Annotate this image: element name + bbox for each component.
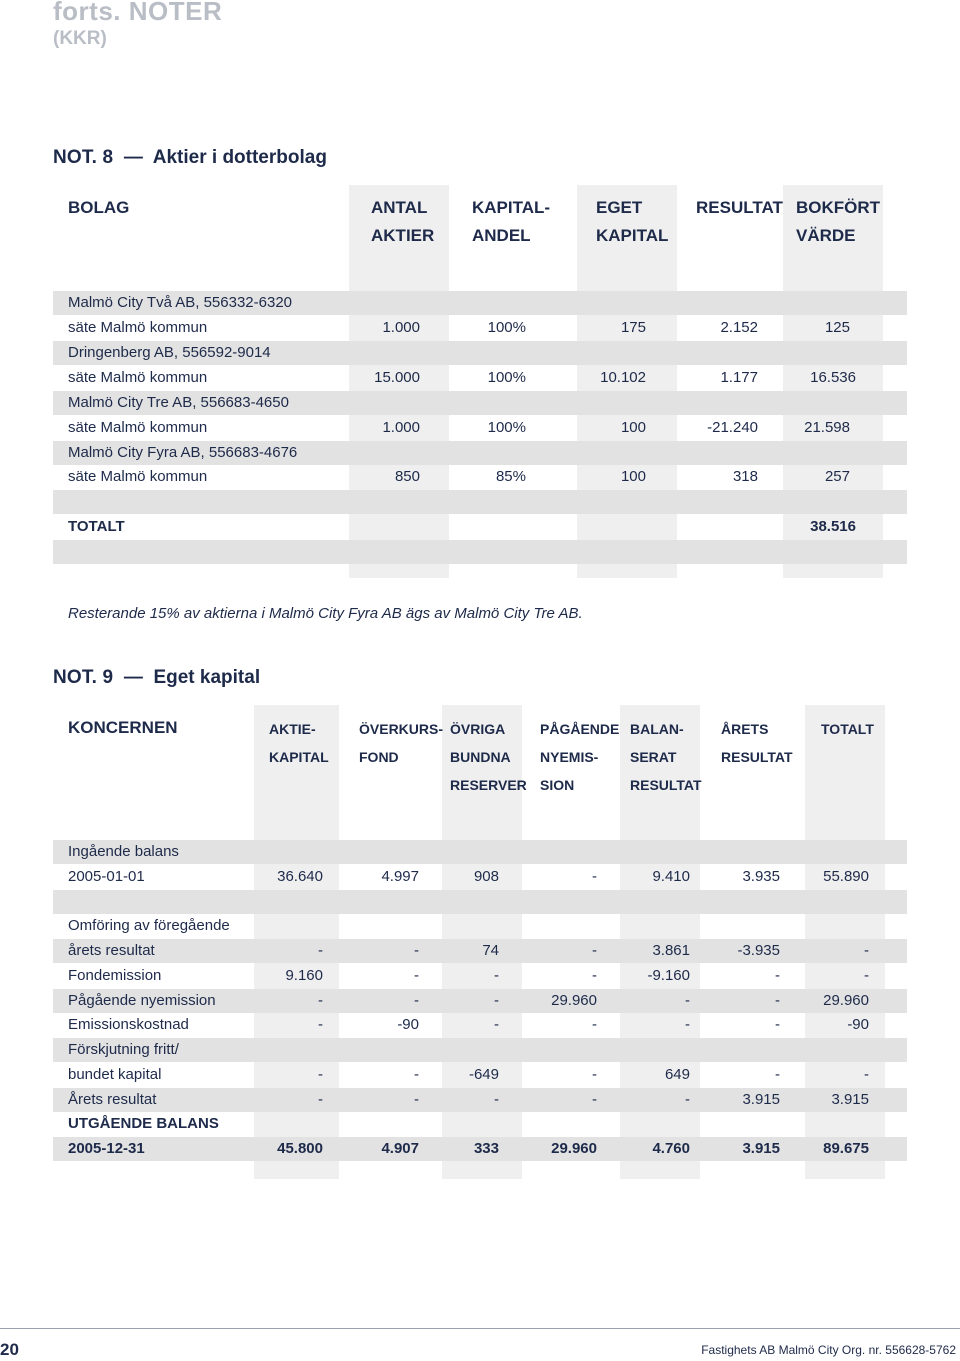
note8-footnote: Resterande 15% av aktierna i Malmö City Fyra AB ägs av Malmö City Tre AB. <box>68 605 583 622</box>
value-overkursfond: - <box>414 942 419 959</box>
value-overkursfond: - <box>414 1066 419 1083</box>
note8-row-shade-6 <box>53 540 907 564</box>
note9-row-shade-2 <box>53 890 907 914</box>
note8-header-eget-kapital: EGET KAPITAL <box>596 198 669 245</box>
note8-title-number: NOT. 8 <box>53 147 114 168</box>
value-ovriga-reserver: - <box>494 992 499 1009</box>
note8-header-bokfort-varde: BOKFÖRT VÄRDE <box>796 198 881 245</box>
value-arets-resultat: - <box>775 1066 780 1083</box>
note8-title-dash: — <box>118 147 149 168</box>
kapitalandel: 85% <box>495 468 526 485</box>
note8-total-value: 38.516 <box>810 518 856 535</box>
row-label: årets resultat <box>68 942 155 959</box>
note9-header-aktiekapital: AKTIE- KAPITAL <box>269 721 329 765</box>
note9-row-shade-5 <box>53 1038 907 1062</box>
row-label: Fondemission <box>68 967 162 984</box>
note9-label-utgaende: UTGÅENDE BALANS <box>68 1115 219 1132</box>
value-aktiekapital: - <box>318 1016 323 1033</box>
eget-kapital: 100 <box>620 468 646 485</box>
eget-kapital: 100 <box>620 419 646 436</box>
note8-title-text: Aktier i dotterbolag <box>152 147 327 168</box>
note9-row-shade-1 <box>53 840 907 864</box>
note9-label-forskjutning: Förskjutning fritt/ <box>68 1041 179 1058</box>
kapitalandel: 100% <box>487 369 526 386</box>
value-ovriga-reserver: 908 <box>473 868 499 885</box>
resultat: 1.177 <box>720 369 758 386</box>
value-aktiekapital: 9.160 <box>285 967 323 984</box>
note9-header-overkursfond: ÖVERKURS- FOND <box>359 721 444 765</box>
value-arets-resultat: 3.935 <box>742 868 780 885</box>
company-seat: säte Malmö kommun <box>68 319 208 336</box>
note9-title-number: NOT. 9 <box>53 667 114 688</box>
page-header-subtitle: (KKR) <box>53 28 107 49</box>
note9-title-text: Eget kapital <box>153 667 261 688</box>
value-totalt: - <box>864 942 869 959</box>
value-balanserat: -9.160 <box>647 967 690 984</box>
value-aktiekapital: - <box>318 1091 323 1108</box>
note8-header-antal: ANTAL AKTIER <box>371 198 435 245</box>
value-pagaende-nyemission: - <box>592 1016 597 1033</box>
note9-label-omforing: Omföring av föregående <box>68 917 230 934</box>
bokfort-varde: 21.598 <box>804 419 850 436</box>
row-label: bundet kapital <box>68 1066 162 1083</box>
row-label: Årets resultat <box>68 1091 157 1108</box>
value-totalt: - <box>864 1066 869 1083</box>
note8-header-resultat: RESULTAT <box>696 198 783 217</box>
company-seat: säte Malmö kommun <box>68 419 208 436</box>
value-aktiekapital: 45.800 <box>277 1140 323 1157</box>
value-overkursfond: 4.997 <box>381 868 419 885</box>
value-totalt: 3.915 <box>831 1091 869 1108</box>
eget-kapital: 175 <box>620 319 646 336</box>
value-arets-resultat: -3.935 <box>737 942 780 959</box>
kapitalandel: 100% <box>487 319 526 336</box>
company-seat: säte Malmö kommun <box>68 468 208 485</box>
value-ovriga-reserver: - <box>494 1016 499 1033</box>
value-overkursfond: - <box>414 1091 419 1108</box>
resultat: 2.152 <box>720 319 758 336</box>
note9-header-pagaende-nyemission: PÅGÅENDE NYEMIS- SION <box>540 721 620 793</box>
bokfort-varde: 125 <box>824 319 850 336</box>
note9-header-ovriga-reserver: ÖVRIGA BUNDNA RESERVER <box>450 721 527 793</box>
bokfort-varde: 16.536 <box>810 369 856 386</box>
value-balanserat: 4.760 <box>652 1140 690 1157</box>
value-aktiekapital: - <box>318 992 323 1009</box>
antal-aktier: 1.000 <box>382 319 420 336</box>
value-ovriga-reserver: 74 <box>482 942 499 959</box>
value-arets-resultat: 3.915 <box>742 1091 780 1108</box>
value-arets-resultat: - <box>775 1016 780 1033</box>
row-label: Pågående nyemission <box>68 992 216 1009</box>
footer-company: Fastighets AB Malmö City Org. nr. 556628-5762 <box>701 1343 956 1357</box>
note9-header-balanserat-resultat: BALAN- SERAT RESULTAT <box>630 721 702 793</box>
row-label: Emissionskostnad <box>68 1016 189 1033</box>
value-pagaende-nyemission: - <box>592 967 597 984</box>
value-totalt: -90 <box>847 1016 869 1033</box>
note9-header-totalt: TOTALT <box>821 721 874 737</box>
note9-header-arets-resultat: ÅRETS RESULTAT <box>721 721 793 765</box>
antal-aktier: 1.000 <box>382 419 420 436</box>
value-balanserat: 3.861 <box>652 942 690 959</box>
value-pagaende-nyemission: 29.960 <box>551 1140 597 1157</box>
row-label: 2005-01-01 <box>68 868 145 885</box>
value-totalt: - <box>864 967 869 984</box>
value-ovriga-reserver: - <box>494 1091 499 1108</box>
antal-aktier: 15.000 <box>374 369 420 386</box>
value-overkursfond: - <box>414 992 419 1009</box>
note9-header-koncernen: KONCERNEN <box>68 718 178 737</box>
antal-aktier: 850 <box>394 468 420 485</box>
company-seat: säte Malmö kommun <box>68 369 208 386</box>
value-aktiekapital: - <box>318 942 323 959</box>
bokfort-varde: 257 <box>824 468 850 485</box>
value-ovriga-reserver: 333 <box>473 1140 499 1157</box>
value-pagaende-nyemission: - <box>592 868 597 885</box>
note9-label-ingaende: Ingående balans <box>68 843 179 860</box>
company-name: Malmö City Två AB, 556332-6320 <box>68 294 293 311</box>
value-overkursfond: - <box>414 967 419 984</box>
value-balanserat: 9.410 <box>652 868 690 885</box>
note9-title <box>53 667 260 689</box>
note8-total-label: TOTALT <box>68 518 125 535</box>
company-name: Dringenberg AB, 556592-9014 <box>68 344 271 361</box>
value-totalt: 55.890 <box>823 868 869 885</box>
note9-title-dash: — <box>118 667 149 688</box>
value-balanserat: - <box>685 1016 690 1033</box>
value-aktiekapital: - <box>318 1066 323 1083</box>
note8-row-shade-5 <box>53 490 907 514</box>
value-pagaende-nyemission: - <box>592 1091 597 1108</box>
value-totalt: 89.675 <box>823 1140 869 1157</box>
note8-header-kapitalandel: KAPITAL- ANDEL <box>472 198 551 245</box>
value-pagaende-nyemission: - <box>592 942 597 959</box>
resultat: 318 <box>732 468 758 485</box>
value-ovriga-reserver: -649 <box>468 1066 499 1083</box>
row-label: 2005-12-31 <box>68 1140 145 1157</box>
value-totalt: 29.960 <box>823 992 869 1009</box>
value-overkursfond: 4.907 <box>381 1140 419 1157</box>
value-pagaende-nyemission: 29.960 <box>551 992 597 1009</box>
eget-kapital: 10.102 <box>600 369 646 386</box>
value-arets-resultat: 3.915 <box>742 1140 780 1157</box>
note8-header-bolag: BOLAG <box>68 198 130 217</box>
value-ovriga-reserver: - <box>494 967 499 984</box>
footer-divider <box>0 1328 960 1329</box>
value-arets-resultat: - <box>775 992 780 1009</box>
resultat: -21.240 <box>707 419 758 436</box>
note8-title <box>53 147 327 169</box>
value-balanserat: - <box>685 1091 690 1108</box>
company-name: Malmö City Fyra AB, 556683-4676 <box>68 444 298 461</box>
value-arets-resultat: - <box>775 967 780 984</box>
value-aktiekapital: 36.640 <box>277 868 323 885</box>
value-pagaende-nyemission: - <box>592 1066 597 1083</box>
page-number: 20 <box>0 1340 19 1359</box>
value-overkursfond: -90 <box>397 1016 419 1033</box>
kapitalandel: 100% <box>487 419 526 436</box>
company-name: Malmö City Tre AB, 556683-4650 <box>68 394 289 411</box>
value-balanserat: - <box>685 992 690 1009</box>
value-balanserat: 649 <box>664 1066 690 1083</box>
page-header-title: forts. NOTER <box>53 0 223 26</box>
